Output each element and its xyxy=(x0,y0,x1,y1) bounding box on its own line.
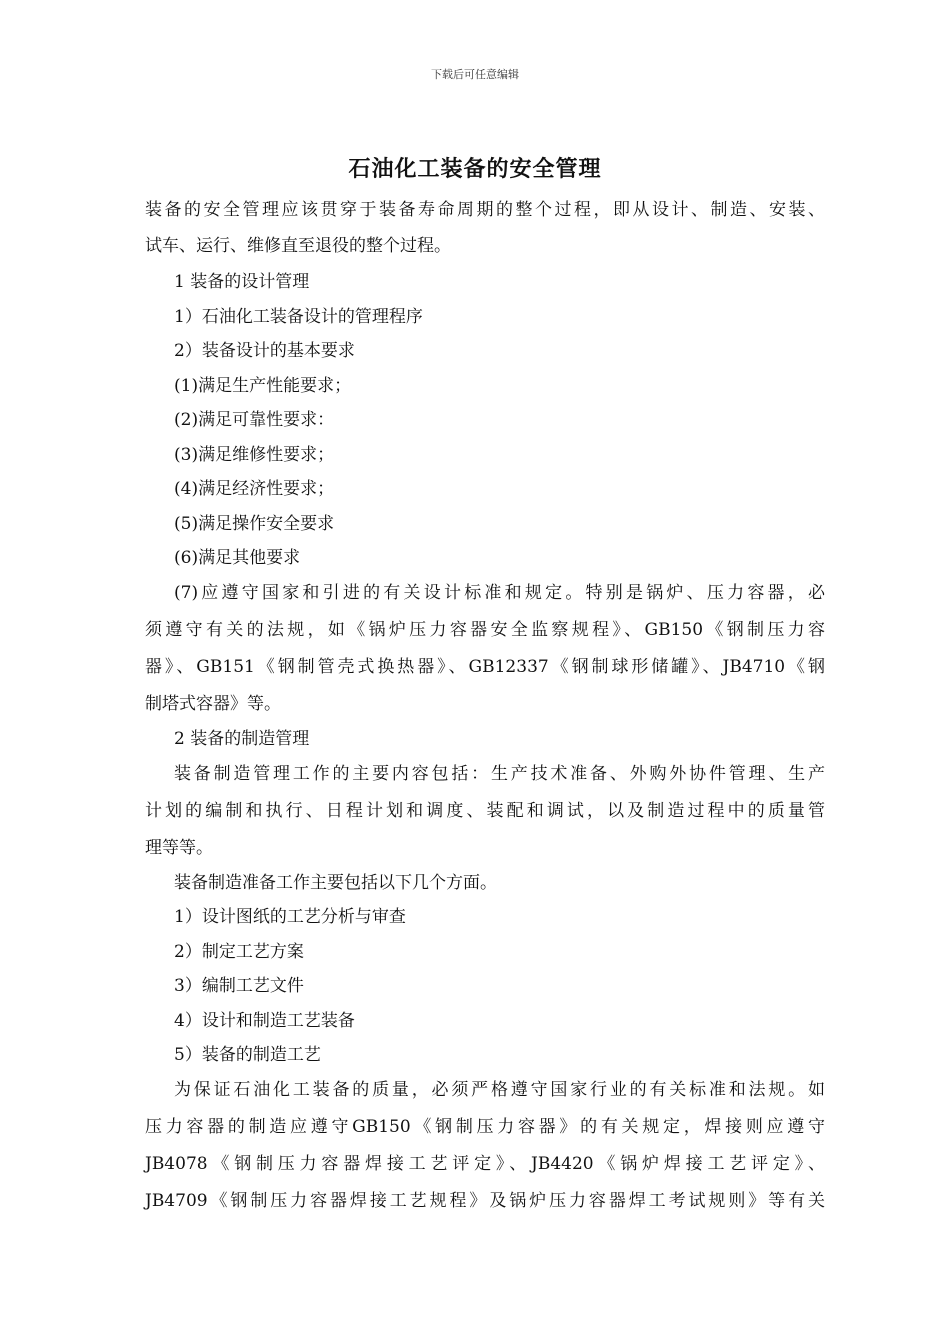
paragraph-line: 须遵守有关的法规，如《锅炉压力容器安全监察规程》、GB150《钢制压力容 xyxy=(145,620,825,640)
document-title: 石油化工装备的安全管理 xyxy=(348,156,602,182)
list-item: 4）设计和制造工艺装备 xyxy=(174,1011,355,1031)
list-item: 1）石油化工装备设计的管理程序 xyxy=(174,307,423,327)
paragraph-line: 压力容器的制造应遵守GB150《钢制压力容器》的有关规定，焊接则应遵守 xyxy=(145,1117,825,1137)
paragraph-line: 计划的编制和执行、日程计划和调度、装配和调试，以及制造过程中的质量管 xyxy=(145,801,825,821)
paragraph-line: (7)应遵守国家和引进的有关设计标准和规定。特别是锅炉、压力容器，必 xyxy=(174,583,825,603)
paragraph-line: 理等等。 xyxy=(145,838,213,858)
paragraph-line: 试车、运行、维修直至退役的整个过程。 xyxy=(145,236,451,256)
list-item: 5）装备的制造工艺 xyxy=(174,1045,321,1065)
paragraph-line: 为保证石油化工装备的质量，必须严格遵守国家行业的有关标准和法规。如 xyxy=(174,1080,825,1100)
list-item: 2）装备设计的基本要求 xyxy=(174,341,355,361)
paragraph-line: 装备制造管理工作的主要内容包括：生产技术准备、外购外协件管理、生产 xyxy=(174,764,825,784)
list-item: (4)满足经济性要求； xyxy=(174,479,335,499)
list-item: (1)满足生产性能要求； xyxy=(174,376,352,396)
list-item: (5)满足操作安全要求 xyxy=(174,514,335,534)
list-item: (2)满足可靠性要求： xyxy=(174,410,335,430)
section-heading: 2 装备的制造管理 xyxy=(174,729,310,749)
list-item: (6)满足其他要求 xyxy=(174,548,301,568)
paragraph-line: JB4078《钢制压力容器焊接工艺评定》、JB4420《锅炉焊接工艺评定》、 xyxy=(145,1154,825,1174)
paragraph-line: 装备制造准备工作主要包括以下几个方面。 xyxy=(174,873,497,893)
paragraph-line: 装备的安全管理应该贯穿于装备寿命周期的整个过程，即从设计、制造、安装、 xyxy=(145,200,825,220)
list-item: (3)满足维修性要求； xyxy=(174,445,335,465)
page-header: 下载后可任意编辑 xyxy=(431,68,519,81)
list-item: 2）制定工艺方案 xyxy=(174,942,304,962)
list-item: 3）编制工艺文件 xyxy=(174,976,304,996)
section-heading: 1 装备的设计管理 xyxy=(174,272,310,292)
paragraph-line: 器》、GB151《钢制管壳式换热器》、GB12337《钢制球形储罐》、JB4710《钢 xyxy=(145,657,825,677)
list-item: 1）设计图纸的工艺分析与审查 xyxy=(174,907,406,927)
paragraph-line: JB4709《钢制压力容器焊接工艺规程》及锅炉压力容器焊工考试规则》等有关 xyxy=(145,1191,825,1211)
paragraph-line: 制塔式容器》等。 xyxy=(145,694,281,714)
